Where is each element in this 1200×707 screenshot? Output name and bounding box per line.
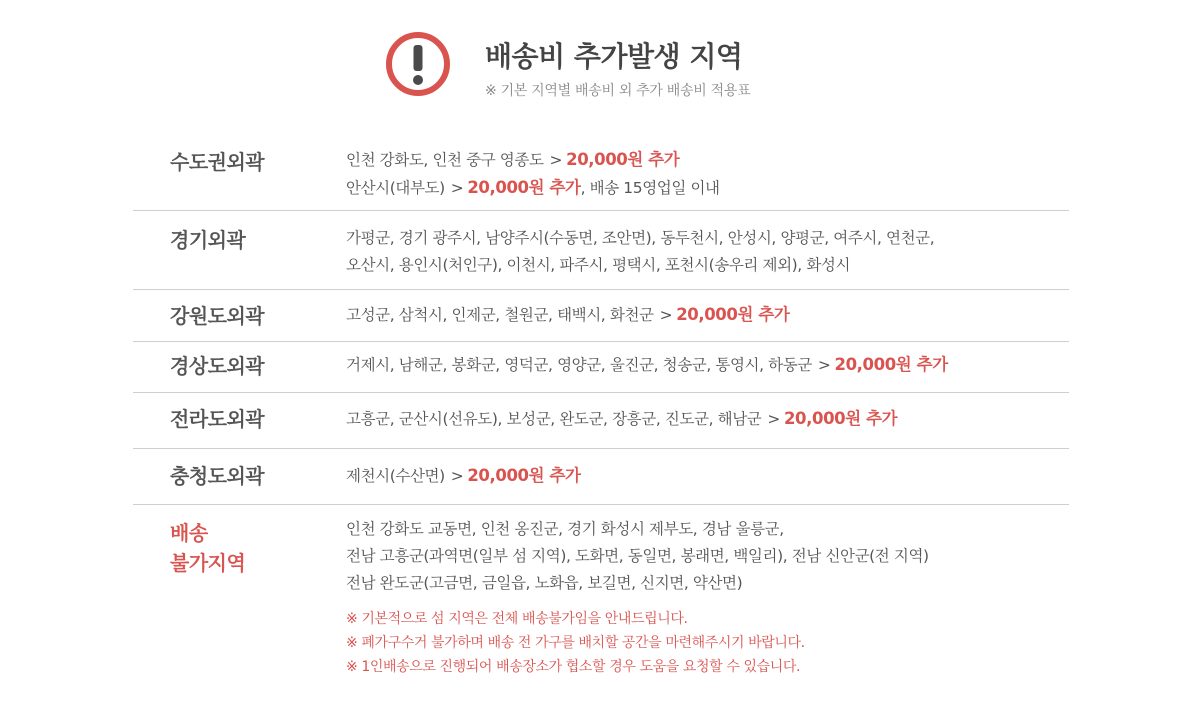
region-content — [346, 405, 897, 433]
surcharge-amount: 20,000원 추가 — [676, 305, 790, 324]
region-line: 거제시, 남해군, 봉화군, 영덕군, 영양군, 울진군, 청송군, 통영시, 하동군 > 20,000원 추가 — [346, 355, 948, 374]
region-row-capital — [133, 136, 1069, 211]
region-content — [346, 351, 948, 379]
unavailable-label: 배송 불가지역 — [170, 521, 246, 575]
surcharge-amount: 20,000원 추가 — [834, 355, 948, 374]
region-line: 인천 강화도 교동면, 인천 옹진군, 경기 화성시 제부도, 경남 울릉군, — [346, 520, 784, 538]
region-label: 수도권외곽 — [170, 150, 265, 174]
region-label: 강원도외곽 — [170, 304, 265, 328]
notice-item: ※ 기본적으로 섬 지역은 전체 배송불가임을 안내드립니다. — [346, 611, 688, 627]
page-title: 배송비 추가발생 지역 — [485, 40, 743, 73]
region-line: 인천 강화도, 인천 중구 영종도 > 20,000원 추가 — [346, 150, 680, 169]
page-subtitle: ※ 기본 지역별 배송비 외 추가 배송비 적용표 — [485, 83, 751, 99]
notice-item: ※ 1인배송으로 진행되어 배송장소가 협소할 경우 도움을 요청할 수 있습니다. — [346, 659, 801, 675]
region-label: 경기외곽 — [170, 228, 246, 252]
region-row-gangwon — [133, 290, 1069, 342]
region-row-jeolla — [133, 393, 1069, 449]
surcharge-amount: 20,000원 추가 — [783, 409, 898, 428]
region-line: 안산시(대부도) > 20,000원 추가, 배송 15영업일 이내 — [346, 178, 720, 197]
region-line: 오산시, 용인시(처인구), 이천시, 파주시, 평택시, 포천시(송우리 제외), 화성시 — [346, 256, 851, 274]
region-label: 충청도외곽 — [170, 464, 265, 488]
region-line: 전남 고흥군(과역면(일부 섬 지역), 도화면, 동일면, 봉래면, 백일리), 전남 신안군(전 지역) — [346, 547, 929, 565]
notice-list — [346, 607, 929, 679]
region-content — [346, 225, 934, 279]
region-content — [346, 516, 929, 679]
region-row-gyeonggi — [133, 211, 1069, 290]
surcharge-amount: 20,000원 추가 — [566, 150, 680, 169]
region-line: 고성군, 삼척시, 인제군, 철원군, 태백시, 화천군 > 20,000원 추가 — [346, 305, 790, 324]
region-content — [346, 462, 581, 490]
region-content — [346, 146, 720, 202]
region-line: 가평군, 경기 광주시, 남양주시(수동면, 조안면), 동두천시, 안성시, 양평군, 여주시, 연천군, — [346, 229, 935, 247]
region-content — [346, 301, 789, 329]
region-line: 제천시(수산면) > 20,000원 추가 — [346, 466, 581, 485]
surcharge-amount: 20,000원 추가 — [467, 466, 581, 485]
region-label: 경상도외곽 — [170, 354, 265, 378]
surcharge-amount: 20,000원 추가 — [467, 178, 581, 197]
region-row-unavailable — [133, 505, 1069, 695]
exclamation-circle-icon — [385, 31, 451, 97]
region-line: 고흥군, 군산시(선유도), 보성군, 완도군, 장흥군, 진도군, 해남군 > 20,000원 추가 — [346, 409, 898, 428]
region-line: 전남 완도군(고금면, 금일읍, 노화읍, 보길면, 신지면, 약산면) — [346, 574, 743, 592]
page-header — [385, 25, 985, 105]
region-row-chungcheong — [133, 449, 1069, 505]
region-label: 전라도외곽 — [170, 407, 265, 431]
region-row-gyeongsang — [133, 342, 1069, 393]
notice-item: ※ 폐가구수거 불가하며 배송 전 가구를 배치할 공간을 마련해주시기 바랍니다. — [346, 635, 805, 651]
surcharge-table — [133, 136, 1069, 695]
